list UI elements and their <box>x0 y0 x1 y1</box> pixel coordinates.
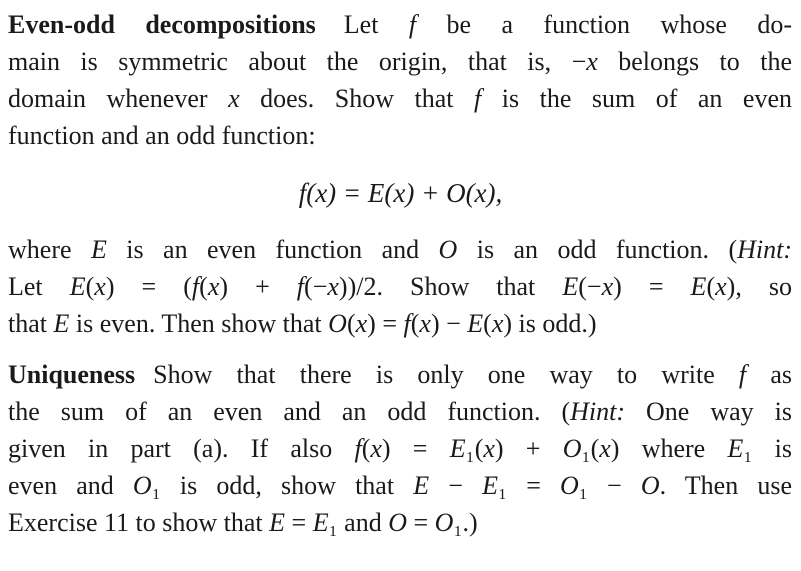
decomposition-equation: f(x) = E(x) + O(x), <box>298 178 503 208</box>
part-a-line-4: function and an odd function: <box>8 121 316 150</box>
part-b-line-3: given in part (a). If also f(x) = E₁(x) + O₁(x) where E₁ is <box>8 434 793 463</box>
part-b-line-4: even and O₁ is odd, show that E − E₁ = O₁ − O. Then use <box>8 471 793 500</box>
part-a-text <box>8 6 792 154</box>
part-b-line-1: Uniqueness Show that there is only one way to write f as <box>8 360 792 389</box>
part-a-line-1: Even-odd decompositions Let f be a function whose do- <box>8 10 792 39</box>
part-a-line-3: domain whenever x does. Show that f is the sum of an even <box>8 84 792 113</box>
part-a-hint-line-3: that E is even. Then show that O(x) = f(x) − E(x) is odd.) <box>8 309 597 338</box>
part-a-hint <box>8 231 792 342</box>
part-a-line-2: main is symmetric about the origin, that is, −x belongs to the <box>8 47 792 76</box>
part-b-line-2: the sum of an even and an odd function. (Hint: One way is <box>8 397 792 426</box>
part-b-text <box>8 356 792 541</box>
part-a-hint-line-2: Let E(x) = (f(x) + f(−x))/2. Show that E(−x) = E(x), so <box>8 272 792 301</box>
part-b-heading: Uniqueness <box>8 360 136 389</box>
part-b-line-5: Exercise 11 to show that E = E₁ and O = O₁.) <box>8 508 478 537</box>
part-a-heading: Even-odd decompositions <box>8 10 316 39</box>
part-a-hint-line-1: where E is an even function and O is an odd function. (Hint: <box>8 235 793 264</box>
